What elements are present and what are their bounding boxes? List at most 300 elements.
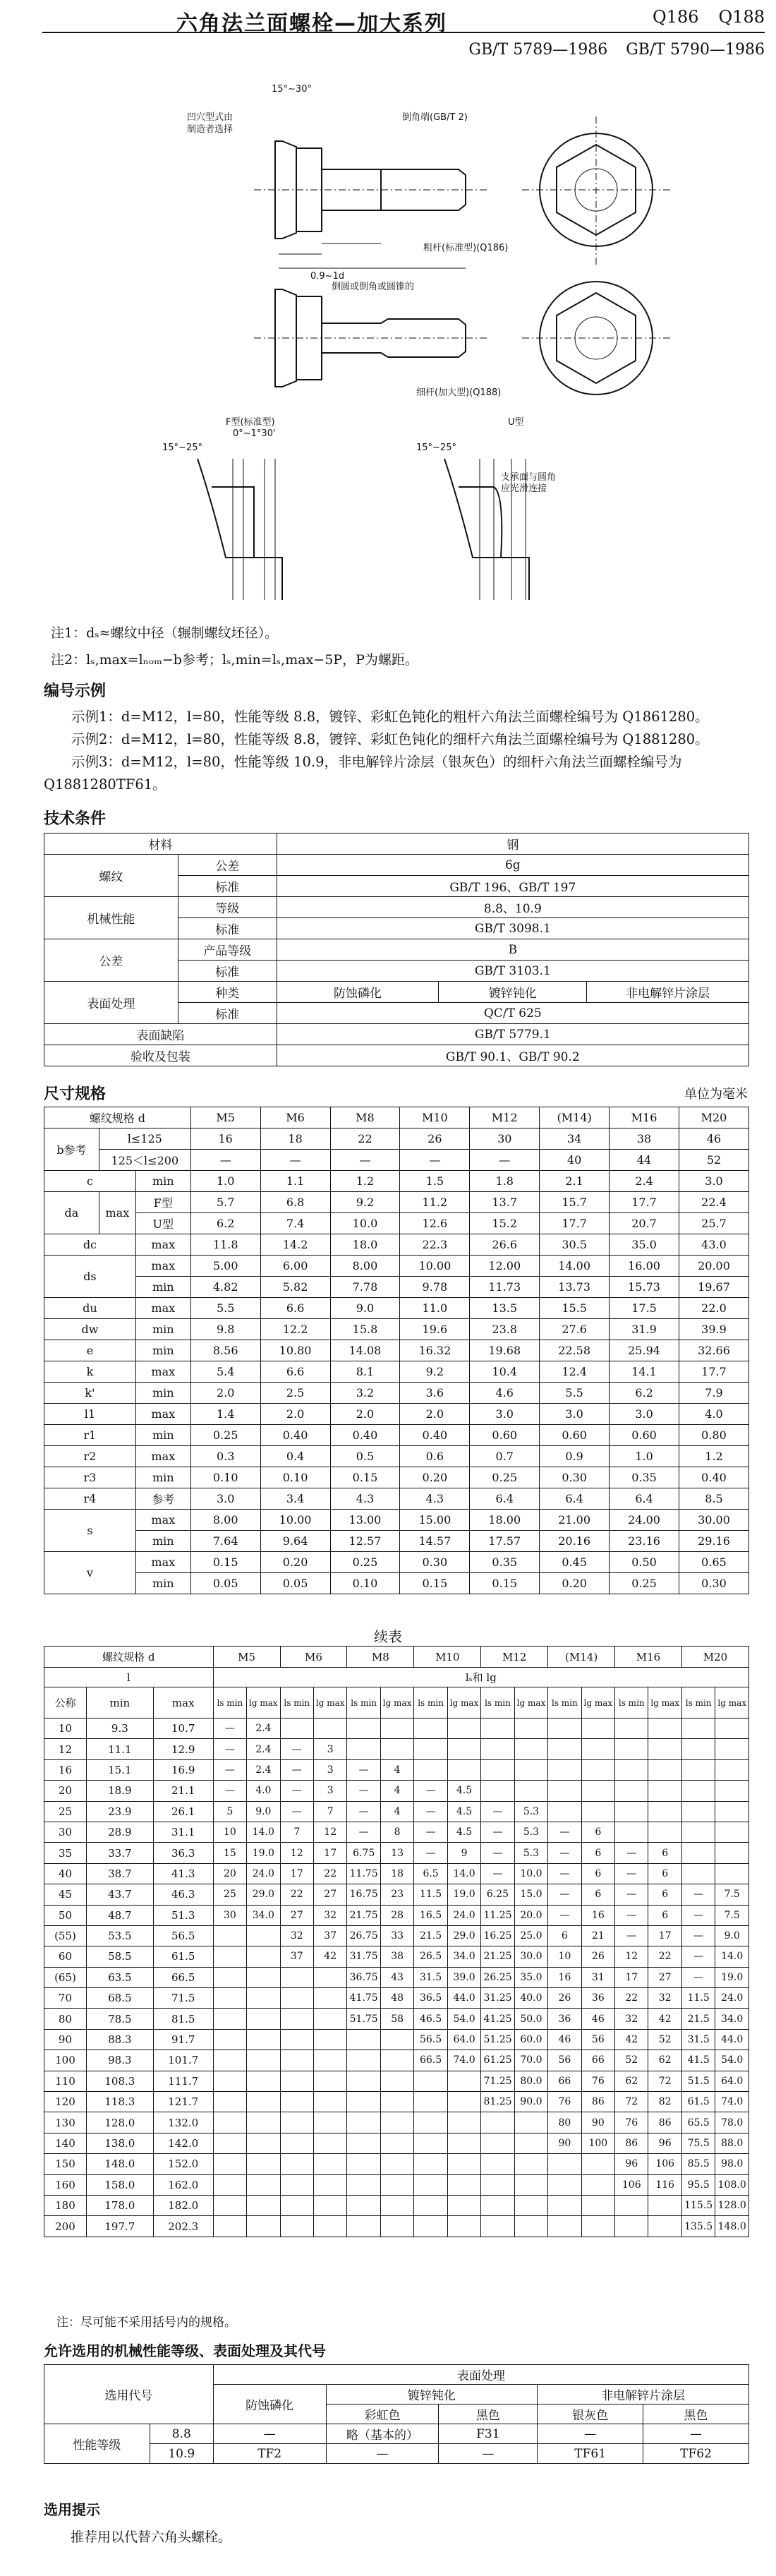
table-cell: 2.0 bbox=[190, 1383, 260, 1404]
row-sub: min bbox=[135, 1573, 190, 1594]
table-cell bbox=[380, 2071, 413, 2091]
table-cell: 32 bbox=[314, 1905, 347, 1925]
table-cell: 10.80 bbox=[260, 1340, 330, 1361]
table-cell: 24.0 bbox=[447, 1905, 480, 1925]
table-cell: 50.0 bbox=[514, 2009, 547, 2029]
table-cell: 46.3 bbox=[153, 1884, 213, 1905]
row-sub: max bbox=[135, 1446, 190, 1467]
tech-accept-value: GB/T 90.1、GB/T 90.2 bbox=[277, 1045, 748, 1066]
table-cell: 160 bbox=[44, 2174, 87, 2195]
table-cell bbox=[681, 1781, 715, 1801]
table-cell: 0.6 bbox=[400, 1446, 470, 1467]
tips-heading: 选用提示 bbox=[44, 2501, 100, 2518]
table-cell: 111.7 bbox=[153, 2071, 213, 2091]
table-cell: 24.0 bbox=[247, 1863, 280, 1884]
table-cell bbox=[581, 2195, 614, 2215]
row-symbol: r4 bbox=[44, 1488, 136, 1510]
table-cell: 18 bbox=[260, 1128, 330, 1150]
tech-item: 产品等级 bbox=[178, 939, 277, 961]
table-cell: 0.40 bbox=[400, 1425, 470, 1446]
code-q186: Q186 bbox=[653, 7, 699, 27]
table-cell: 74.0 bbox=[715, 2092, 749, 2112]
table-cell: 13.00 bbox=[330, 1510, 400, 1531]
allowed-black: 黑色 bbox=[439, 2405, 538, 2424]
table-cell bbox=[481, 2133, 514, 2153]
table-cell: 11.8 bbox=[190, 1234, 260, 1256]
table-cell: 3.2 bbox=[330, 1383, 400, 1404]
table-cell bbox=[314, 2174, 347, 2195]
table-cell bbox=[648, 1781, 681, 1801]
table-cell: 18.00 bbox=[470, 1510, 540, 1531]
table-cell: 20.16 bbox=[540, 1531, 610, 1552]
table-cell: — bbox=[330, 1150, 400, 1171]
table-cell: 0.7 bbox=[470, 1446, 540, 1467]
table-cell bbox=[414, 1719, 447, 1739]
size-head: M16 bbox=[615, 1647, 682, 1668]
table-cell: 56 bbox=[581, 2029, 614, 2050]
table-cell bbox=[280, 2174, 313, 2195]
table-cell: 28.9 bbox=[86, 1822, 153, 1842]
table-cell: 11.5 bbox=[681, 1988, 715, 2009]
table-cell: 100 bbox=[581, 2133, 614, 2153]
table-cell: 54.0 bbox=[447, 2009, 480, 2029]
table-cell: 46.5 bbox=[414, 2009, 447, 2029]
size-head: (M14) bbox=[540, 1107, 610, 1128]
table-cell: — bbox=[470, 1150, 540, 1171]
cont-col-max: max bbox=[153, 1687, 213, 1719]
table-cell: 120 bbox=[44, 2092, 87, 2112]
row-sub: max bbox=[135, 1510, 190, 1531]
table-cell: 21.75 bbox=[347, 1905, 380, 1925]
row-symbol: k' bbox=[44, 1383, 136, 1404]
table-cell bbox=[514, 2133, 547, 2153]
table-cell: — bbox=[481, 1863, 514, 1884]
table-cell: 16.9 bbox=[153, 1759, 213, 1780]
table-cell: 17.7 bbox=[540, 1213, 610, 1234]
table-cell: 25.94 bbox=[610, 1340, 679, 1361]
table-cell: 6.6 bbox=[260, 1298, 330, 1319]
table-cell: 90.0 bbox=[514, 2092, 547, 2112]
table-cell: — bbox=[280, 1759, 313, 1780]
table-cell: 1.4 bbox=[190, 1404, 260, 1425]
table-cell: 6.6 bbox=[260, 1361, 330, 1383]
table-cell: 42 bbox=[314, 1946, 347, 1967]
table-cell: 16 bbox=[581, 1905, 614, 1925]
table-cell: 17 bbox=[648, 1925, 681, 1946]
table-cell: 202.3 bbox=[153, 2216, 213, 2237]
table-cell: — bbox=[481, 1843, 514, 1863]
row-symbol: l1 bbox=[44, 1404, 136, 1425]
table-cell: 26.25 bbox=[481, 1967, 514, 1987]
table-cell bbox=[213, 1967, 246, 1987]
table-cell: 2.4 bbox=[247, 1759, 280, 1780]
cont-subhead: ls min bbox=[548, 1687, 581, 1719]
table-cell bbox=[347, 2092, 380, 2112]
table-cell: 0.20 bbox=[400, 1467, 470, 1488]
table-cell: 4 bbox=[380, 1781, 413, 1801]
fig-f-angle2: 15°~25° bbox=[162, 443, 202, 453]
table-cell bbox=[314, 2133, 347, 2153]
table-cell: 20.7 bbox=[610, 1213, 679, 1234]
table-cell bbox=[280, 2216, 313, 2237]
table-cell: 12 bbox=[44, 1739, 87, 1759]
table-cell: 35 bbox=[44, 1843, 87, 1863]
table-row bbox=[44, 1988, 749, 2009]
table-cell: 11.0 bbox=[400, 1298, 470, 1319]
table-cell: 38.7 bbox=[86, 1863, 153, 1884]
table-cell bbox=[380, 2174, 413, 2195]
size-head: M8 bbox=[347, 1647, 414, 1668]
table-cell: 6.5 bbox=[414, 1863, 447, 1884]
allowed-surface: 表面处理 bbox=[213, 2365, 748, 2385]
table-cell bbox=[481, 2216, 514, 2237]
table-cell bbox=[247, 1946, 280, 1967]
row-sub: max bbox=[135, 1404, 190, 1425]
table-row bbox=[44, 1946, 749, 1967]
table-cell bbox=[648, 1801, 681, 1822]
table-cell: 12 bbox=[314, 1822, 347, 1842]
table-cell: 21.5 bbox=[414, 1925, 447, 1946]
table-cell: 0.40 bbox=[330, 1425, 400, 1446]
table-cell bbox=[514, 2174, 547, 2195]
table-cell: 162.0 bbox=[153, 2174, 213, 2195]
table-cell: 52 bbox=[679, 1150, 748, 1171]
table-cell: 6.4 bbox=[470, 1488, 540, 1510]
table-cell: 6 bbox=[648, 1843, 681, 1863]
table-row bbox=[44, 1573, 749, 1594]
fig-tol-label: 0.9~1d bbox=[310, 271, 345, 282]
table-cell: 17.7 bbox=[679, 1361, 748, 1383]
table-cell bbox=[548, 2195, 581, 2215]
table-cell: 2.0 bbox=[400, 1404, 470, 1425]
table-cell: 12.4 bbox=[540, 1361, 610, 1383]
table-cell: 34.0 bbox=[447, 1946, 480, 1967]
table-cell: 3.0 bbox=[610, 1404, 679, 1425]
table-cell: 9.2 bbox=[330, 1192, 400, 1213]
table-cell: 8.00 bbox=[330, 1256, 400, 1277]
surface-kind: 非电解锌片涂层 bbox=[587, 982, 749, 1003]
table-cell: 23.16 bbox=[610, 1531, 679, 1552]
table-cell bbox=[581, 1801, 614, 1822]
code-q188: Q188 bbox=[718, 7, 765, 27]
table-cell: 8.1 bbox=[330, 1361, 400, 1383]
table-row bbox=[44, 1759, 749, 1780]
table-cell: — bbox=[280, 1739, 313, 1759]
table-row bbox=[44, 1843, 749, 1863]
table-cell bbox=[414, 2174, 447, 2195]
row-sub: min bbox=[135, 1319, 190, 1340]
table-cell: 40.0 bbox=[514, 1988, 547, 2009]
tech-group-mech: 机械性能 bbox=[44, 897, 178, 939]
table-cell: 7.64 bbox=[190, 1531, 260, 1552]
table-cell: — bbox=[615, 1884, 648, 1905]
table-cell: 12.2 bbox=[260, 1319, 330, 1340]
table-cell: 3.6 bbox=[400, 1383, 470, 1404]
table-cell: 1.2 bbox=[679, 1446, 748, 1467]
table-cell bbox=[247, 1967, 280, 1987]
table-row bbox=[44, 1446, 749, 1467]
table-cell bbox=[213, 2050, 246, 2071]
table-cell: 128.0 bbox=[86, 2112, 153, 2133]
table-cell: 66 bbox=[581, 2050, 614, 2071]
table-row bbox=[44, 2029, 749, 2050]
table-cell: 5.3 bbox=[514, 1822, 547, 1842]
table-cell bbox=[447, 2174, 480, 2195]
tech-value: B bbox=[277, 939, 748, 961]
fig-chamfer-note: 倒角端(GB/T 2) bbox=[402, 112, 468, 123]
table-cell bbox=[247, 2009, 280, 2029]
table-cell bbox=[447, 2216, 480, 2237]
table-cell bbox=[681, 1822, 715, 1842]
table-cell bbox=[213, 2092, 246, 2112]
table-cell: 56.5 bbox=[414, 2029, 447, 2050]
table-cell: 25.7 bbox=[679, 1213, 748, 1234]
fig-fine-caption: 细杆(加大型)(Q188) bbox=[416, 387, 502, 398]
table-row bbox=[44, 2195, 749, 2215]
table-cell: 182.0 bbox=[153, 2195, 213, 2215]
table-cell bbox=[615, 1822, 648, 1842]
allowed-cell: — bbox=[538, 2424, 643, 2444]
table-cell bbox=[380, 1719, 413, 1739]
table-cell: 39.9 bbox=[679, 1319, 748, 1340]
tech-value: GB/T 196、GB/T 197 bbox=[277, 876, 748, 897]
cont-col-min: min bbox=[86, 1687, 153, 1719]
cont-subhead: lg max bbox=[648, 1687, 681, 1719]
table-cell: 14.2 bbox=[260, 1234, 330, 1256]
tech-heading: 技术条件 bbox=[44, 810, 107, 828]
table-cell bbox=[481, 1759, 514, 1780]
row-symbol: s bbox=[44, 1510, 136, 1552]
table-cell: 0.60 bbox=[470, 1425, 540, 1446]
table-cell: 35.0 bbox=[610, 1234, 679, 1256]
table-cell: 80.0 bbox=[514, 2071, 547, 2091]
table-cell: 22.3 bbox=[400, 1234, 470, 1256]
table-cell: 91.7 bbox=[153, 2029, 213, 2050]
table-cell bbox=[213, 2029, 246, 2050]
table-cell: 52 bbox=[648, 2029, 681, 2050]
row-limit: max bbox=[99, 1192, 135, 1234]
table-cell: 115.5 bbox=[681, 2195, 715, 2215]
table-cell: 0.60 bbox=[540, 1425, 610, 1446]
table-cell: 178.0 bbox=[86, 2195, 153, 2215]
table-cell: 34.0 bbox=[247, 1905, 280, 1925]
table-cell bbox=[581, 2154, 614, 2174]
table-cell bbox=[347, 2133, 380, 2153]
table-cell bbox=[615, 1719, 648, 1739]
table-cell bbox=[648, 1822, 681, 1842]
table-cell: 52 bbox=[615, 2050, 648, 2071]
table-row bbox=[44, 2112, 749, 2133]
table-cell: 50 bbox=[44, 1905, 87, 1925]
table-cell: 32.66 bbox=[679, 1340, 748, 1361]
table-cell: 66.5 bbox=[153, 1967, 213, 1987]
table-cell bbox=[347, 1719, 380, 1739]
table-cell: 27 bbox=[314, 1884, 347, 1905]
table-cell: 106 bbox=[648, 2154, 681, 2174]
table-cell bbox=[380, 1739, 413, 1759]
table-cell: 180 bbox=[44, 2195, 87, 2215]
table-row bbox=[44, 1256, 749, 1277]
row-sub: min bbox=[135, 1467, 190, 1488]
table-cell bbox=[280, 2133, 313, 2153]
size-head: M12 bbox=[470, 1107, 540, 1128]
standard-1: GB/T 5789—1986 bbox=[468, 41, 608, 59]
fig-u-type: U型 bbox=[508, 417, 524, 428]
table-cell: 26 bbox=[548, 1988, 581, 2009]
table-cell: 41.75 bbox=[347, 1988, 380, 2009]
table-cell: 31.5 bbox=[414, 1967, 447, 1987]
table-cell: 6.00 bbox=[260, 1256, 330, 1277]
table-cell: 110 bbox=[44, 2071, 87, 2091]
size-head: M10 bbox=[400, 1107, 470, 1128]
table-cell: 18 bbox=[380, 1863, 413, 1884]
table-cell: 3.0 bbox=[470, 1404, 540, 1425]
size-head: M20 bbox=[681, 1647, 748, 1668]
table-cell: 148.0 bbox=[715, 2216, 749, 2237]
table-cell: 6 bbox=[581, 1843, 614, 1863]
table-cell: 16.32 bbox=[400, 1340, 470, 1361]
table-cell: 13 bbox=[380, 1843, 413, 1863]
table-cell: 26.6 bbox=[470, 1234, 540, 1256]
table-cell: 5.82 bbox=[260, 1277, 330, 1298]
table-cell: 142.0 bbox=[153, 2133, 213, 2153]
table-cell: 86 bbox=[615, 2133, 648, 2153]
table-cell: — bbox=[481, 1822, 514, 1842]
table-row bbox=[44, 2092, 749, 2112]
table-cell bbox=[447, 1759, 480, 1780]
row-sub: U型 bbox=[135, 1213, 190, 1234]
table-cell: 0.20 bbox=[540, 1573, 610, 1594]
table-cell: 72 bbox=[615, 2092, 648, 2112]
table-cell bbox=[314, 1967, 347, 1987]
fig-u-note-1: 支承面与圆角 bbox=[501, 472, 557, 483]
table-row bbox=[44, 1531, 749, 1552]
table-cell: 12.00 bbox=[470, 1256, 540, 1277]
table-cell bbox=[280, 2195, 313, 2215]
table-cell bbox=[514, 2112, 547, 2133]
table-cell: 66 bbox=[548, 2071, 581, 2091]
table-cell: 74.0 bbox=[447, 2050, 480, 2071]
table-cell: 15.0 bbox=[514, 1884, 547, 1905]
table-cell bbox=[314, 2112, 347, 2133]
table-cell bbox=[414, 2112, 447, 2133]
table-cell bbox=[280, 1988, 313, 2009]
table-cell: 10 bbox=[548, 1946, 581, 1967]
tech-surface-label: 表面处理 bbox=[44, 982, 178, 1024]
table-cell bbox=[213, 2216, 246, 2237]
table-cell: 5.4 bbox=[190, 1361, 260, 1383]
fig-u-note-2: 应光滑连接 bbox=[501, 483, 547, 494]
table-cell bbox=[447, 2154, 480, 2174]
table-cell: 8 bbox=[380, 1822, 413, 1842]
table-cell: 33.7 bbox=[86, 1843, 153, 1863]
table-cell: 42 bbox=[615, 2029, 648, 2050]
table-cell: 17.57 bbox=[470, 1531, 540, 1552]
table-cell: 6.4 bbox=[610, 1488, 679, 1510]
table-cell bbox=[715, 1719, 749, 1739]
table-cell bbox=[314, 2009, 347, 2029]
tech-value: 8.8、10.9 bbox=[277, 897, 748, 918]
table-cell: 29.0 bbox=[247, 1884, 280, 1905]
table-cell: — bbox=[347, 1822, 380, 1842]
table-cell: 16 bbox=[44, 1759, 87, 1780]
table-cell: 36 bbox=[581, 1988, 614, 2009]
row-sub: min bbox=[135, 1171, 190, 1192]
table-row bbox=[44, 1425, 749, 1446]
table-row bbox=[44, 1171, 749, 1192]
table-cell bbox=[648, 1739, 681, 1759]
table-cell bbox=[213, 2174, 246, 2195]
table-cell bbox=[213, 2154, 246, 2174]
table-cell: 4.0 bbox=[679, 1404, 748, 1425]
table-cell: 40 bbox=[44, 1863, 87, 1884]
table-cell bbox=[347, 2174, 380, 2195]
table-cell: 14.08 bbox=[330, 1340, 400, 1361]
table-row bbox=[44, 2050, 749, 2071]
part-codes bbox=[633, 7, 765, 27]
table-cell: 22.0 bbox=[679, 1298, 748, 1319]
table-cell: 80 bbox=[548, 2112, 581, 2133]
table-cell: 101.7 bbox=[153, 2050, 213, 2071]
table-cell: 11.75 bbox=[347, 1863, 380, 1884]
table-cell: 9.8 bbox=[190, 1319, 260, 1340]
allowed-black2: 黑色 bbox=[643, 2405, 749, 2424]
table-cell: 31.25 bbox=[481, 1988, 514, 2009]
table-cell: — bbox=[681, 1946, 715, 1967]
table-cell bbox=[615, 1759, 648, 1780]
table-cell bbox=[681, 1719, 715, 1739]
fig-f-angle: 0°~1°30' bbox=[233, 428, 276, 439]
table-cell bbox=[414, 2216, 447, 2237]
table-cell bbox=[247, 1988, 280, 2009]
table-cell: 13.7 bbox=[470, 1192, 540, 1213]
table-cell: — bbox=[213, 1781, 246, 1801]
table-cell: — bbox=[347, 1781, 380, 1801]
table-cell: 27 bbox=[280, 1905, 313, 1925]
table-cell: 0.25 bbox=[470, 1467, 540, 1488]
table-cell: 10.00 bbox=[260, 1510, 330, 1531]
table-cell: 86 bbox=[648, 2112, 681, 2133]
allowed-cell: 10.9 bbox=[150, 2444, 213, 2464]
table-row bbox=[44, 1319, 749, 1340]
table-cell: 9.2 bbox=[400, 1361, 470, 1383]
cont-subhead: lg max bbox=[447, 1687, 480, 1719]
table-cell bbox=[247, 2216, 280, 2237]
table-cell: 21.00 bbox=[540, 1510, 610, 1531]
cont-subhead: ls min bbox=[213, 1687, 246, 1719]
cont-subhead: lg max bbox=[715, 1687, 749, 1719]
table-cell: 53.5 bbox=[86, 1925, 153, 1946]
table-cell: 10 bbox=[44, 1719, 87, 1739]
note-2: 注2：lₛ,max=lₙₒₘ−b参考；lₛ,min=lₛ,max−5P，P为螺距。 bbox=[51, 652, 418, 668]
table-cell: 30 bbox=[470, 1128, 540, 1150]
example-3: 示例3：d=M12，l=80，性能等级 10.9，非电解锌片涂层（银灰色）的细杆六角法兰面螺栓编号为 Q1881280TF61。 bbox=[44, 754, 682, 793]
table-cell: 15.1 bbox=[86, 1759, 153, 1780]
allowed-cell: — bbox=[326, 2444, 439, 2464]
table-cell bbox=[514, 1759, 547, 1780]
table-cell: 14.57 bbox=[400, 1531, 470, 1552]
size-head: M5 bbox=[213, 1647, 280, 1668]
row-sub: max bbox=[135, 1234, 190, 1256]
table-cell: 108.3 bbox=[86, 2071, 153, 2091]
table-cell: 4.3 bbox=[330, 1488, 400, 1510]
table-cell: 9.0 bbox=[715, 1925, 749, 1946]
table-cell: 21.5 bbox=[681, 2009, 715, 2029]
table-cell bbox=[347, 2216, 380, 2237]
table-cell: 100 bbox=[44, 2050, 87, 2071]
table-cell: 22 bbox=[648, 1946, 681, 1967]
table-cell: 12 bbox=[280, 1843, 313, 1863]
